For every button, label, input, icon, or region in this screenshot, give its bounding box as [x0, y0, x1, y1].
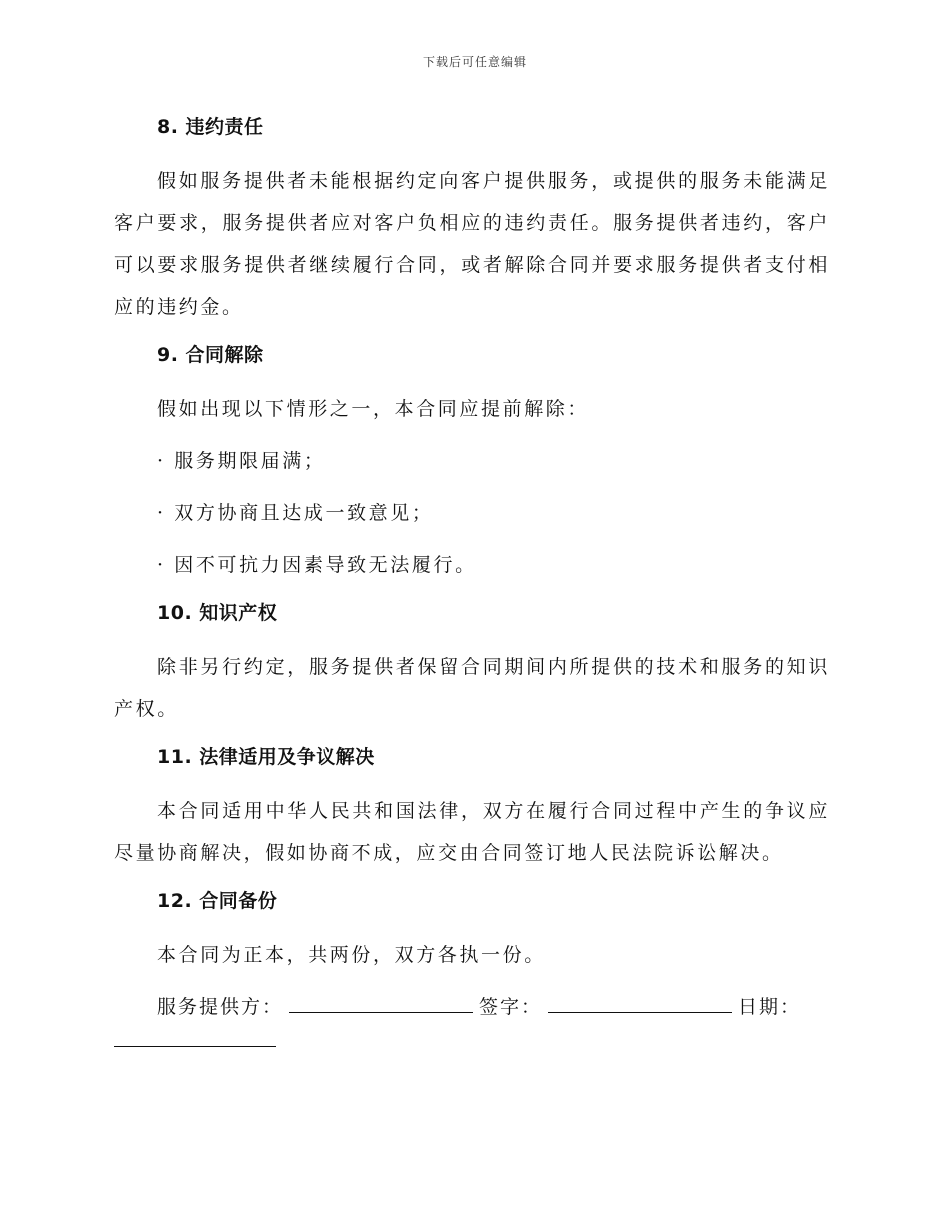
section-heading-breach: 8. 违约责任	[157, 116, 264, 138]
sign-label: 签字：	[479, 996, 543, 1018]
list-item: · 服务期限届满；	[157, 450, 326, 472]
list-item: · 双方协商且达成一致意见；	[157, 502, 434, 524]
date-blank	[114, 1028, 276, 1047]
sign-blank	[548, 992, 732, 1013]
section-paragraph: 本合同为正本，共两份，双方各执一份。	[157, 944, 546, 966]
provider-label: 服务提供方：	[157, 996, 284, 1018]
date-label: 日期：	[738, 996, 802, 1018]
page-header: 下载后可任意编辑	[422, 55, 527, 69]
section-paragraph: 本合同适用中华人民共和国法律，双方在履行合同过程中产生的争议应尽量协商解决，假如协商不成，应交由合同签订地人民法院诉讼解决。	[114, 800, 830, 864]
section-heading-law: 11. 法律适用及争议解决	[157, 746, 375, 768]
list-item: · 因不可抗力因素导致无法履行。	[157, 554, 477, 576]
signature-line	[114, 986, 830, 1028]
document-body	[114, 110, 830, 1047]
section-paragraph: 假如出现以下情形之一，本合同应提前解除：	[157, 398, 590, 420]
provider-blank	[289, 992, 473, 1013]
section-paragraph: 除非另行约定，服务提供者保留合同期间内所提供的技术和服务的知识产权。	[114, 656, 830, 720]
section-heading-termination: 9. 合同解除	[157, 344, 264, 366]
section-heading-ip: 10. 知识产权	[157, 602, 278, 624]
section-heading-copies: 12. 合同备份	[157, 890, 278, 912]
section-paragraph: 假如服务提供者未能根据约定向客户提供服务，或提供的服务未能满足客户要求，服务提供者应对客户负相应的违约责任。服务提供者违约，客户可以要求服务提供者继续履行合同，或者解除合同并要求服务提供者支付相应的违约金。	[114, 170, 830, 318]
